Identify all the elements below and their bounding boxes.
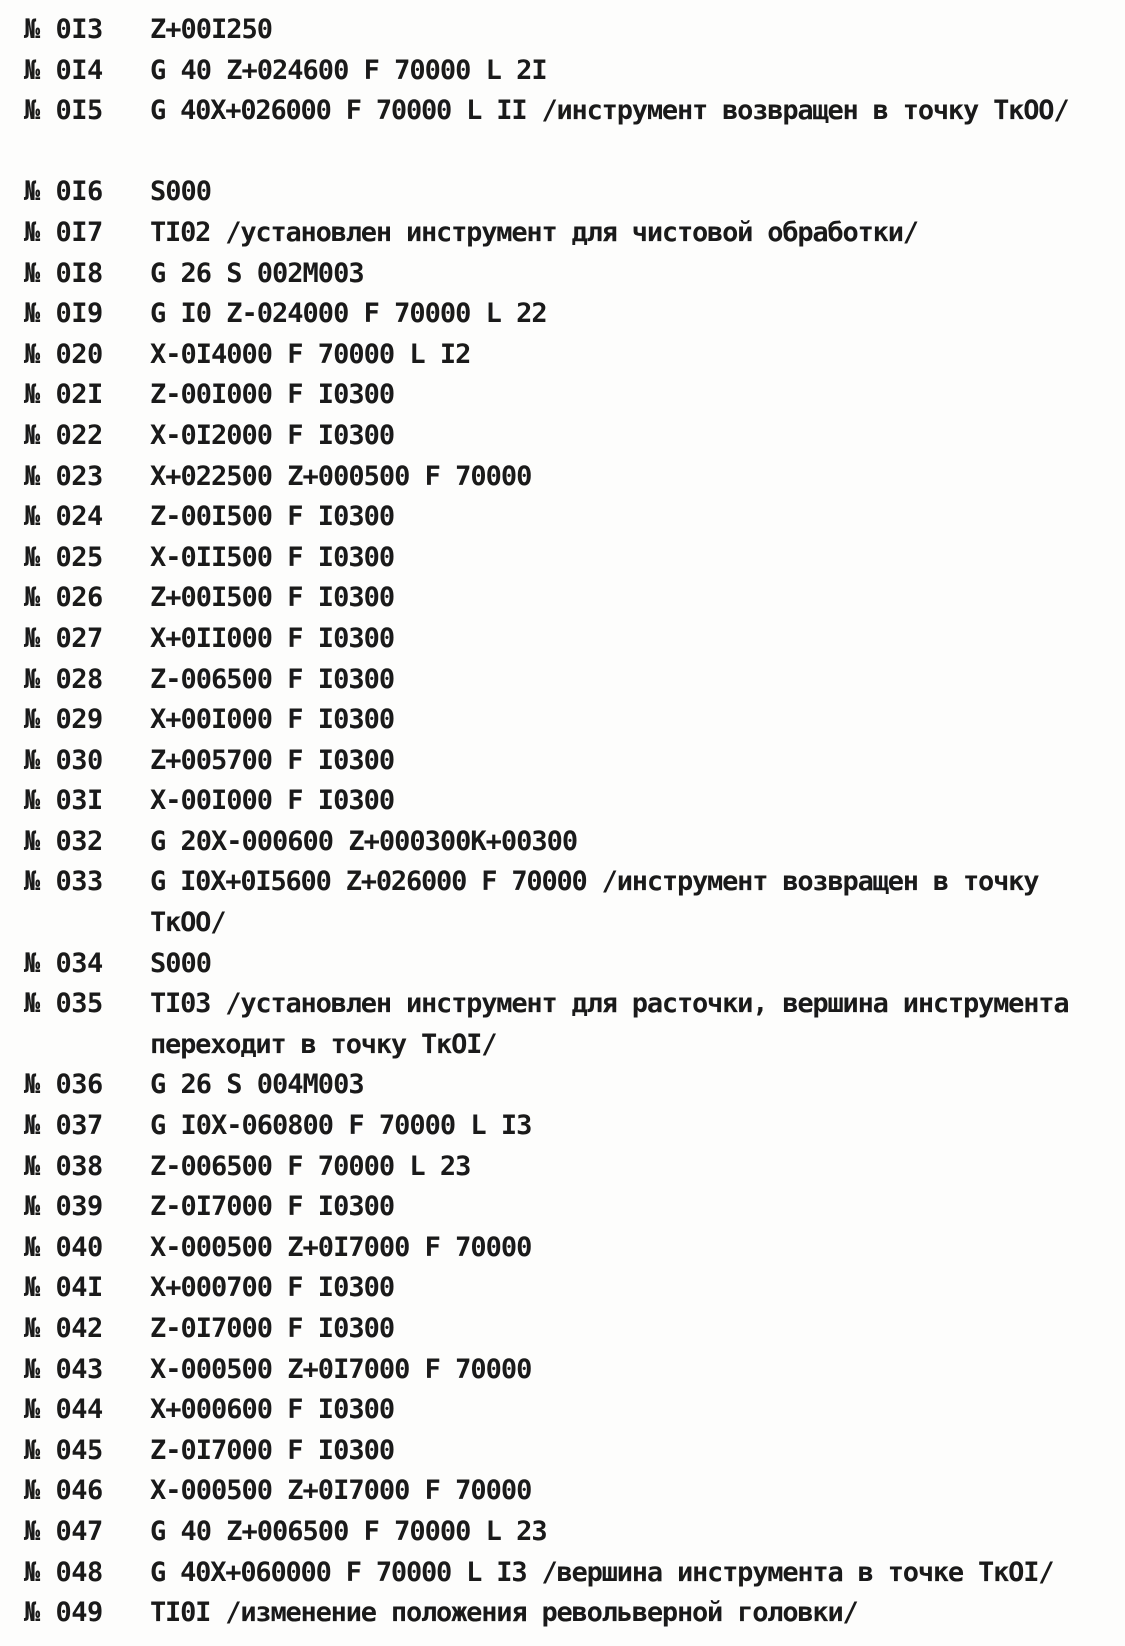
program-line bbox=[24, 741, 1114, 782]
block-command: S000 bbox=[150, 176, 212, 208]
block-command: X-0I4000 F 70000 L I2 bbox=[150, 338, 471, 370]
block-command: TI0I /изменение положения револьверной головки/ bbox=[150, 1597, 858, 1629]
block-command: X-0I2000 F I0300 bbox=[150, 419, 395, 451]
block-number: № 022 bbox=[24, 419, 103, 451]
program-line bbox=[24, 1593, 1114, 1634]
program-line bbox=[24, 1309, 1114, 1350]
program-line bbox=[24, 1065, 1114, 1106]
program-line bbox=[24, 91, 1114, 172]
block-number: № 049 bbox=[24, 1597, 103, 1629]
program-line bbox=[24, 538, 1114, 579]
block-command: TI02 /установлен инструмент для чистовой обработки/ bbox=[150, 216, 918, 248]
block-command: G 40 Z+024600 F 70000 L 2I bbox=[150, 54, 547, 86]
block-number: № 0I4 bbox=[24, 54, 103, 86]
program-line bbox=[24, 984, 1114, 1065]
program-line bbox=[24, 1147, 1114, 1188]
block-number: № 042 bbox=[24, 1313, 103, 1344]
block-number: № 036 bbox=[24, 1069, 103, 1101]
block-command: X-000500 Z+0I7000 F 70000 bbox=[150, 1353, 532, 1385]
program-line bbox=[24, 335, 1114, 376]
block-command: X+000700 F I0300 bbox=[150, 1272, 395, 1304]
block-number: № 0I3 bbox=[24, 14, 103, 45]
block-number: № 027 bbox=[24, 622, 103, 654]
program-line bbox=[24, 1471, 1114, 1512]
block-number: № 045 bbox=[24, 1434, 103, 1466]
program-line bbox=[24, 1431, 1114, 1472]
block-command: X-0II500 F I0300 bbox=[150, 541, 395, 573]
block-number: № 046 bbox=[24, 1475, 103, 1507]
program-line bbox=[24, 1228, 1114, 1269]
program-line bbox=[24, 254, 1114, 295]
block-command: X-00I000 F I0300 bbox=[150, 785, 395, 817]
block-number: № 040 bbox=[24, 1231, 103, 1263]
block-number: № 048 bbox=[24, 1556, 103, 1588]
block-command: Z-0I7000 F I0300 bbox=[150, 1191, 395, 1223]
block-number: № 0I7 bbox=[24, 216, 103, 248]
program-line bbox=[24, 944, 1114, 985]
program-line bbox=[24, 172, 1114, 213]
program-line bbox=[24, 619, 1114, 660]
block-number: № 028 bbox=[24, 663, 103, 695]
block-number: № 034 bbox=[24, 947, 103, 979]
program-line bbox=[24, 1350, 1114, 1391]
block-number: № 0I5 bbox=[24, 95, 103, 127]
program-line bbox=[24, 1187, 1114, 1228]
block-command: G 40 Z+006500 F 70000 L 23 bbox=[150, 1515, 547, 1547]
block-number: № 0I6 bbox=[24, 176, 103, 208]
block-command: G 26 S 004M003 bbox=[150, 1069, 364, 1101]
block-number: № 035 bbox=[24, 988, 103, 1020]
program-line bbox=[24, 416, 1114, 457]
program-line bbox=[24, 457, 1114, 498]
block-command: G I0X-060800 F 70000 L I3 bbox=[150, 1110, 532, 1142]
block-number: № 030 bbox=[24, 744, 103, 776]
block-command: G 40X+026000 F 70000 L II /инструмент возвращен в точку ТкОО/ bbox=[150, 95, 1069, 127]
block-number: № 039 bbox=[24, 1191, 103, 1223]
program-line bbox=[24, 578, 1114, 619]
block-command: Z-00I000 F I0300 bbox=[150, 379, 395, 411]
block-number: № 03I bbox=[24, 785, 103, 817]
program-line bbox=[24, 294, 1114, 335]
block-number: № 02I bbox=[24, 379, 103, 411]
block-command: X-000500 Z+0I7000 F 70000 bbox=[150, 1475, 532, 1507]
block-command: G I0X+0I5600 Z+026000 F 70000 /инструмент возвращен в точку ТкОО/ bbox=[150, 866, 1054, 939]
block-command: X+000600 F I0300 bbox=[150, 1394, 395, 1426]
block-command: Z-00I500 F I0300 bbox=[150, 501, 395, 533]
block-command: G 26 S 002M003 bbox=[150, 257, 364, 289]
block-command: X+0II000 F I0300 bbox=[150, 622, 395, 654]
block-number: № 033 bbox=[24, 866, 103, 898]
program-line bbox=[24, 1512, 1114, 1553]
block-command: G I0 Z-024000 F 70000 L 22 bbox=[150, 298, 547, 330]
program-line bbox=[24, 51, 1114, 92]
program-line bbox=[24, 375, 1114, 416]
block-number: № 0I9 bbox=[24, 298, 103, 330]
program-line bbox=[24, 1553, 1114, 1594]
block-command: X+022500 Z+000500 F 70000 bbox=[150, 460, 532, 492]
block-number: № 044 bbox=[24, 1394, 103, 1426]
program-line bbox=[24, 1268, 1114, 1309]
nc-program-listing bbox=[24, 10, 1114, 1634]
block-number: № 024 bbox=[24, 501, 103, 533]
block-number: № 047 bbox=[24, 1515, 103, 1547]
block-command: Z-006500 F 70000 L 23 bbox=[150, 1150, 471, 1182]
block-command: Z-0I7000 F I0300 bbox=[150, 1434, 395, 1466]
block-number: № 0I8 bbox=[24, 257, 103, 289]
program-line bbox=[24, 660, 1114, 701]
block-number: № 020 bbox=[24, 338, 103, 370]
block-command: G 20X-000600 Z+000300K+00300 bbox=[150, 825, 578, 857]
block-number: № 043 bbox=[24, 1353, 103, 1385]
program-line bbox=[24, 497, 1114, 538]
block-command: Z-006500 F I0300 bbox=[150, 663, 395, 695]
block-number: № 023 bbox=[24, 460, 103, 492]
program-line bbox=[24, 1390, 1114, 1431]
block-number: № 025 bbox=[24, 541, 103, 573]
block-number: № 037 bbox=[24, 1110, 103, 1142]
program-line bbox=[24, 213, 1114, 254]
program-line bbox=[24, 700, 1114, 741]
block-command: S000 bbox=[150, 947, 212, 979]
block-command: Z+005700 F I0300 bbox=[150, 744, 395, 776]
block-command: Z+00I250 bbox=[150, 14, 273, 45]
block-number: № 04I bbox=[24, 1272, 103, 1304]
block-number: № 038 bbox=[24, 1150, 103, 1182]
block-command: Z-0I7000 F I0300 bbox=[150, 1313, 395, 1344]
program-line bbox=[24, 781, 1114, 822]
block-number: № 032 bbox=[24, 825, 103, 857]
block-command: X+00I000 F I0300 bbox=[150, 704, 395, 736]
block-number: № 026 bbox=[24, 582, 103, 614]
block-command: Z+00I500 F I0300 bbox=[150, 582, 395, 614]
block-command: TI03 /установлен инструмент для расточки, вершина инструмента переходит в точку ТкОI/ bbox=[150, 988, 1084, 1060]
program-line bbox=[24, 862, 1114, 943]
block-number: № 029 bbox=[24, 704, 103, 736]
program-line bbox=[24, 822, 1114, 863]
block-command: G 40X+060000 F 70000 L I3 /вершина инструмента в точке ТкОI/ bbox=[150, 1556, 1054, 1588]
program-line bbox=[24, 10, 1114, 51]
block-command: X-000500 Z+0I7000 F 70000 bbox=[150, 1231, 532, 1263]
program-line bbox=[24, 1106, 1114, 1147]
